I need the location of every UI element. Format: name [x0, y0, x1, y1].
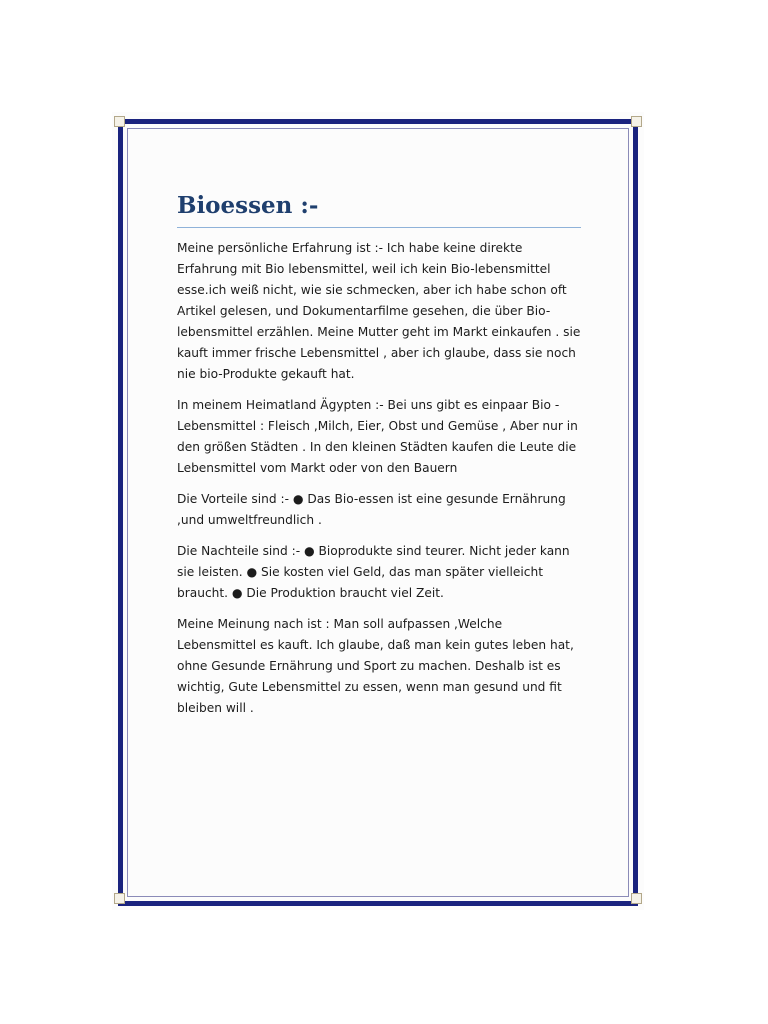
document-title: Bioessen :- [177, 190, 581, 228]
paragraph-personal-experience: Meine persönliche Erfahrung ist :- Ich habe keine direkte Erfahrung mit Bio lebensmittel, weil ich kein Bio-lebensmittel esse.ich weiß nicht, wie sie schmecken, aber ich habe schon oft Artikel gelesen, und Dokumentarfilme gesehen, die über Bio-lebensmittel erzählen. Meine Mutter geht im Markt einkaufen . sie kauft immer frische Lebensmittel , aber ich glaube, dass sie noch nie bio-Produkte gekauft hat. [177, 241, 581, 381]
paragraph-advantages: Die Vorteile sind :- ● Das Bio-essen ist eine gesunde Ernährung ,und umweltfreundlich . [177, 492, 566, 527]
paragraph-disadvantages: Die Nachteile sind :- ● Bioprodukte sind teurer. Nicht jeder kann sie leisten. ● Sie kosten viel Geld, das man später vielleicht braucht. ● Die Produktion braucht viel Zeit. [177, 544, 570, 600]
paragraph-opinion: Meine Meinung nach ist : Man soll aufpassen ,Welche Lebensmittel es kauft. Ich glaube, daß man kein gutes leben hat, ohne Gesunde Ernährung und Sport zu machen. Deshalb ist es wichtig, Gute Lebensmittel zu essen, wenn man gesund und fit bleiben will . [177, 617, 574, 715]
border-corner-bottom-right [631, 893, 642, 904]
border-corner-bottom-left [114, 893, 125, 904]
document-content [177, 190, 587, 719]
border-corner-top-right [631, 116, 642, 127]
border-corner-top-left [114, 116, 125, 127]
paragraph-home-country: In meinem Heimatland Ägypten :- Bei uns gibt es einpaar Bio - Lebensmittel : Fleisch ,Milch, Eier, Obst und Gemüse , Aber nur in den größen Städten . In den kleinen Städten kaufen die Leute die Lebensmittel vom Markt oder von den Bauern [177, 398, 578, 475]
